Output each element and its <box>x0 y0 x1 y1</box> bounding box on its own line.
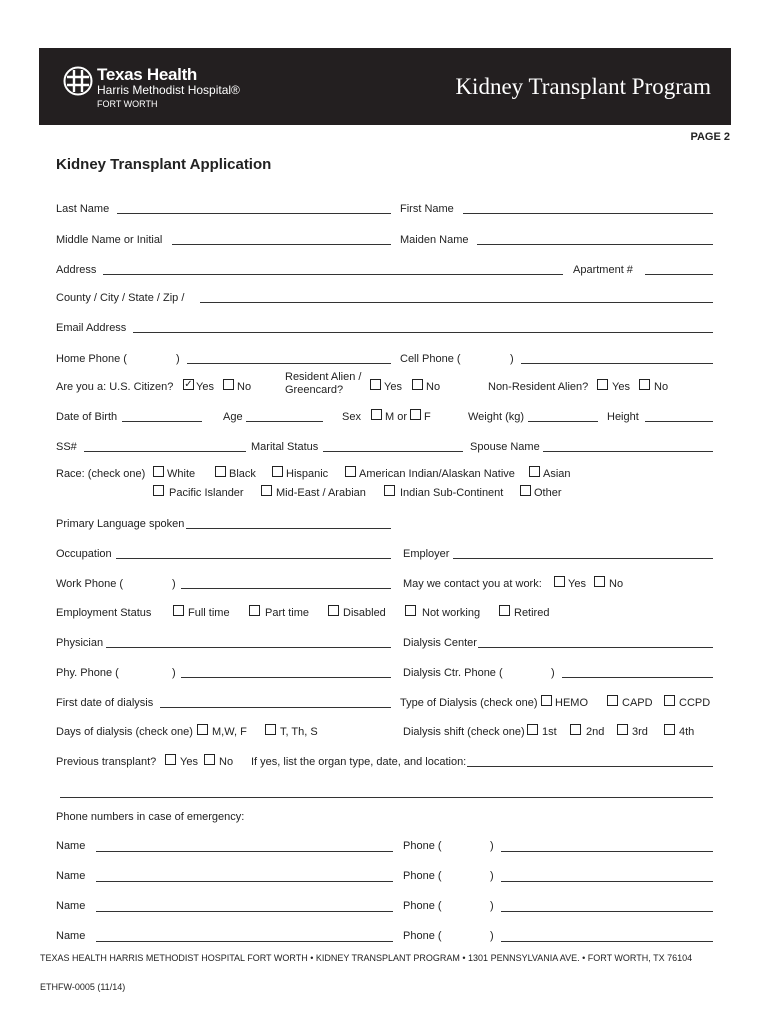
page-number: PAGE 2 <box>690 131 730 143</box>
form-code: ETHFW-0005 (11/14) <box>40 982 126 992</box>
prev-transplant-label: Previous transplant? <box>56 756 157 768</box>
occupation-field[interactable] <box>116 558 391 559</box>
non-resident-label: Non-Resident Alien? <box>488 381 589 393</box>
weight-label: Weight (kg) <box>468 411 525 423</box>
dob-label: Date of Birth <box>56 411 118 423</box>
emergency-name-field-4[interactable] <box>96 941 393 942</box>
race-asian-label: Asian <box>543 468 571 480</box>
weight-field[interactable] <box>528 421 598 422</box>
not-working-checkbox[interactable] <box>405 605 416 616</box>
physician-label: Physician <box>56 637 104 649</box>
citizen-label: Are you a: U.S. Citizen? <box>56 381 174 393</box>
age-label: Age <box>223 411 243 423</box>
race-black-checkbox[interactable] <box>215 466 226 477</box>
race-other-checkbox[interactable] <box>520 485 531 496</box>
contact-work-yes-checkbox[interactable] <box>554 576 565 587</box>
contact-work-label: May we contact you at work: <box>403 578 542 590</box>
race-other-label: Other <box>534 487 562 499</box>
resident-yes-checkbox[interactable] <box>370 379 381 390</box>
non-resident-yes-checkbox[interactable] <box>597 379 608 390</box>
race-mideast-checkbox[interactable] <box>261 485 272 496</box>
greencard-label: Greencard? <box>285 384 344 396</box>
shift-1st-label: 1st <box>542 726 557 738</box>
capd-checkbox[interactable] <box>607 695 618 706</box>
race-american-indian-checkbox[interactable] <box>345 466 356 477</box>
race-label: Race: (check one) <box>56 468 146 480</box>
middle-name-field[interactable] <box>172 244 391 245</box>
contact-work-yes-label: Yes <box>568 578 586 590</box>
primary-language-label: Primary Language spoken <box>56 518 185 530</box>
cell-phone-paren: ) <box>510 353 514 365</box>
race-pacific-label: Pacific Islander <box>169 487 244 499</box>
first-name-label: First Name <box>400 203 454 215</box>
hemo-checkbox[interactable] <box>541 695 552 706</box>
sex-m-label: M or <box>385 411 407 423</box>
emergency-phone-paren-1: ) <box>490 840 494 852</box>
sex-f-checkbox[interactable] <box>410 409 421 420</box>
sex-label: Sex <box>342 411 361 423</box>
employment-status-label: Employment Status <box>56 607 152 619</box>
spouse-field[interactable] <box>543 451 713 452</box>
occupation-label: Occupation <box>56 548 112 560</box>
race-indian-sub-label: Indian Sub-Continent <box>400 487 504 499</box>
form-title: Kidney Transplant Application <box>56 156 272 173</box>
hemo-label: HEMO <box>555 697 588 709</box>
emergency-phone-paren-4: ) <box>490 930 494 942</box>
emergency-phone-label-2: Phone ( <box>403 870 442 882</box>
citizen-yes-checkbox[interactable]: ✓ <box>184 379 193 390</box>
prev-transplant-details-field[interactable] <box>467 766 713 767</box>
first-dialysis-label: First date of dialysis <box>56 697 154 709</box>
phy-phone-label: Phy. Phone ( <box>56 667 119 679</box>
retired-checkbox[interactable] <box>499 605 510 616</box>
apartment-field[interactable] <box>645 274 713 275</box>
home-phone-field[interactable] <box>187 363 391 364</box>
mwf-label: M,W, F <box>212 726 247 738</box>
maiden-name-label: Maiden Name <box>400 234 469 246</box>
home-phone-paren: ) <box>176 353 180 365</box>
emergency-name-field-3[interactable] <box>96 911 393 912</box>
work-phone-field[interactable] <box>181 588 391 589</box>
primary-language-field[interactable] <box>186 528 391 529</box>
work-phone-label: Work Phone ( <box>56 578 124 590</box>
mwf-checkbox[interactable] <box>197 724 208 735</box>
emergency-name-field-1[interactable] <box>96 851 393 852</box>
tts-checkbox[interactable] <box>265 724 276 735</box>
citizen-yes-label: Yes <box>196 381 214 393</box>
race-hispanic-label: Hispanic <box>286 468 329 480</box>
resident-no-checkbox[interactable] <box>412 379 423 390</box>
citizen-no-label: No <box>237 381 252 393</box>
emergency-name-label-1: Name <box>56 840 86 852</box>
race-pacific-checkbox[interactable] <box>153 485 164 496</box>
work-phone-paren: ) <box>172 578 176 590</box>
emergency-phone-field-2[interactable] <box>501 881 713 882</box>
address-field[interactable] <box>103 274 563 275</box>
prev-transplant-no-checkbox[interactable] <box>204 754 215 765</box>
shift-4th-label: 4th <box>679 726 695 738</box>
prev-transplant-details-field-2[interactable] <box>60 797 713 798</box>
full-time-label: Full time <box>188 607 230 619</box>
emergency-phone-label-1: Phone ( <box>403 840 442 852</box>
prev-transplant-yes-checkbox[interactable] <box>165 754 176 765</box>
resident-alien-label: Resident Alien / <box>285 371 362 383</box>
part-time-checkbox[interactable] <box>249 605 260 616</box>
non-resident-yes-label: Yes <box>612 381 630 393</box>
ss-label: SS# <box>56 441 77 453</box>
brand-hospital: Harris Methodist Hospital® <box>97 83 240 97</box>
middle-name-label: Middle Name or Initial <box>56 234 163 246</box>
capd-label: CAPD <box>622 697 653 709</box>
physician-field[interactable] <box>106 647 391 648</box>
dob-field[interactable] <box>122 421 202 422</box>
first-dialysis-field[interactable] <box>160 707 391 708</box>
contact-work-no-label: No <box>609 578 624 590</box>
race-white-label: White <box>167 468 196 480</box>
footer-address: TEXAS HEALTH HARRIS METHODIST HOSPITAL FORT WORTH • KIDNEY TRANSPLANT PROGRAM • 1301 PENNSYLVANIA AVE. • FORT WORTH, TX 76104 <box>40 953 693 963</box>
race-hispanic-checkbox[interactable] <box>272 466 283 477</box>
if-yes-label: If yes, list the organ type, date, and location: <box>251 756 467 768</box>
resident-no-label: No <box>426 381 441 393</box>
first-name-field[interactable] <box>463 213 713 214</box>
phy-phone-paren: ) <box>172 667 176 679</box>
maiden-name-field[interactable] <box>477 244 713 245</box>
phy-phone-field[interactable] <box>181 677 391 678</box>
prev-transplant-no-label: No <box>219 756 234 768</box>
ccpd-checkbox[interactable] <box>664 695 675 706</box>
emergency-name-label-4: Name <box>56 930 86 942</box>
part-time-label: Part time <box>265 607 310 619</box>
emergency-phone-field-1[interactable] <box>501 851 713 852</box>
sex-f-label: F <box>424 411 431 423</box>
not-working-label: Not working <box>422 607 481 619</box>
dialysis-phone-field[interactable] <box>562 677 713 678</box>
emergency-phone-paren-3: ) <box>490 900 494 912</box>
ccpd-label: CCPD <box>679 697 711 709</box>
shift-3rd-label: 3rd <box>632 726 648 738</box>
citizen-no-checkbox[interactable] <box>223 379 234 390</box>
program-title: Kidney Transplant Program <box>455 74 711 99</box>
disabled-label: Disabled <box>343 607 386 619</box>
shift-1st-checkbox[interactable] <box>527 724 538 735</box>
days-dialysis-label: Days of dialysis (check one) <box>56 726 193 738</box>
race-american-indian-label: American Indian/Alaskan Native <box>359 468 515 480</box>
header-band <box>39 48 731 125</box>
emergency-phone-paren-2: ) <box>490 870 494 882</box>
emergency-phone-field-3[interactable] <box>501 911 713 912</box>
county-label: County / City / State / Zip / <box>56 292 185 304</box>
dialysis-phone-label: Dialysis Ctr. Phone ( <box>403 667 503 679</box>
home-phone-label: Home Phone ( <box>56 353 127 365</box>
emergency-name-label-2: Name <box>56 870 86 882</box>
dialysis-center-field[interactable] <box>478 647 713 648</box>
non-resident-no-label: No <box>654 381 669 393</box>
sex-m-checkbox[interactable] <box>371 409 382 420</box>
marital-field[interactable] <box>323 451 463 452</box>
height-field[interactable] <box>645 421 713 422</box>
race-black-label: Black <box>229 468 256 480</box>
employer-field[interactable] <box>453 558 713 559</box>
emergency-name-label-3: Name <box>56 900 86 912</box>
emergency-phone-label-4: Phone ( <box>403 930 442 942</box>
resident-yes-label: Yes <box>384 381 402 393</box>
texas-health-cross-icon <box>63 66 93 96</box>
age-field[interactable] <box>246 421 323 422</box>
dialysis-shift-label: Dialysis shift (check one) <box>403 726 525 738</box>
dialysis-phone-paren: ) <box>551 667 555 679</box>
race-indian-sub-checkbox[interactable] <box>384 485 395 496</box>
emergency-phone-label-3: Phone ( <box>403 900 442 912</box>
last-name-field[interactable] <box>117 213 391 214</box>
shift-4th-checkbox[interactable] <box>664 724 675 735</box>
dialysis-center-label: Dialysis Center <box>403 637 477 649</box>
address-label: Address <box>56 264 97 276</box>
emergency-label: Phone numbers in case of emergency: <box>56 811 245 823</box>
type-dialysis-label: Type of Dialysis (check one) <box>400 697 538 709</box>
marital-label: Marital Status <box>251 441 319 453</box>
cell-phone-field[interactable] <box>521 363 713 364</box>
race-asian-checkbox[interactable] <box>529 466 540 477</box>
race-mideast-label: Mid-East / Arabian <box>276 487 366 499</box>
full-time-checkbox[interactable] <box>173 605 184 616</box>
shift-2nd-checkbox[interactable] <box>570 724 581 735</box>
email-field[interactable] <box>133 332 713 333</box>
last-name-label: Last Name <box>56 203 110 215</box>
email-label: Email Address <box>56 322 127 334</box>
cell-phone-label: Cell Phone ( <box>400 353 461 365</box>
disabled-checkbox[interactable] <box>328 605 339 616</box>
retired-label: Retired <box>514 607 550 619</box>
shift-3rd-checkbox[interactable] <box>617 724 628 735</box>
employer-label: Employer <box>403 548 450 560</box>
non-resident-no-checkbox[interactable] <box>639 379 650 390</box>
emergency-phone-field-4[interactable] <box>501 941 713 942</box>
tts-label: T, Th, S <box>280 726 318 738</box>
emergency-name-field-2[interactable] <box>96 881 393 882</box>
height-label: Height <box>607 411 639 423</box>
brand-name: Texas Health <box>97 65 198 84</box>
ss-field[interactable] <box>84 451 246 452</box>
shift-2nd-label: 2nd <box>586 726 605 738</box>
apartment-label: Apartment # <box>573 264 633 276</box>
brand-location: FORT WORTH <box>97 99 158 109</box>
prev-transplant-yes-label: Yes <box>180 756 198 768</box>
race-white-checkbox[interactable] <box>153 466 164 477</box>
contact-work-no-checkbox[interactable] <box>594 576 605 587</box>
spouse-label: Spouse Name <box>470 441 540 453</box>
county-field[interactable] <box>200 302 713 303</box>
